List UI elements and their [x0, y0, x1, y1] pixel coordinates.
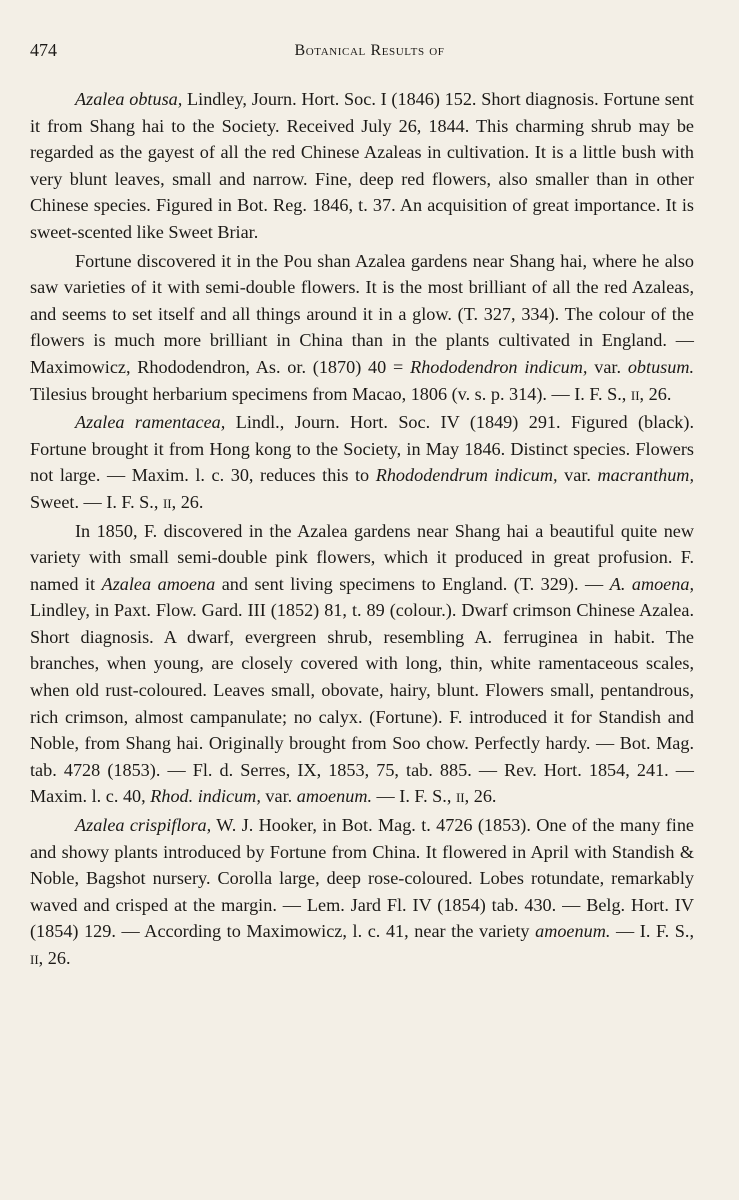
species-name: Azalea crispiflora, [75, 815, 212, 836]
variety-name: amoenum. [535, 921, 611, 942]
species-name: Azalea obtusa, [75, 89, 183, 109]
text-run: — I. F. S., [372, 786, 456, 807]
paragraph-azalea-ramentacea [30, 409, 694, 515]
roman-numeral: ii [30, 948, 39, 968]
species-name: Rhododendrum indicum, [375, 465, 558, 486]
body-text [30, 86, 694, 972]
paragraph-azalea-obtusa [30, 86, 694, 246]
text-run: , 26. [38, 948, 71, 968]
paragraph-fortune-discovery [30, 248, 694, 408]
text-run: — I. F. S., [610, 921, 694, 942]
paragraph-azalea-crispiflora [30, 812, 694, 972]
paragraph-azalea-amoena [30, 518, 694, 811]
text-run: Lindley, in Paxt. Flow. Gard. III (1852) 81, t. 89 (colour.). Dwarf crimson Chinese Azalea. Short diagnosis. A dwarf, evergreen shrub, resembling A. ferruginea in habit. The branches, when young, are closely covered with long, thin, white ramentaceous scales, when old rust-coloured. Leaves small, obovate, hairy, blunt. Flowers small, pentandrous, rich crimson, almost campanulate; no calyx. (Fortune). F. introduced it for Standish and Noble, from Shang hai. Originally brought from Soo chow. Perfectly hardy. — Bot. Mag. tab. 4728 (1853). — Fl. d. Serres, IX, 1853, 75, tab. 885. — Rev. Hort. 1854, 241. — Maxim. l. c. 40, [30, 600, 694, 807]
text-run: , 26. [171, 491, 204, 512]
running-head: Botanical Results of [294, 42, 445, 59]
variety-name: obtusum. [627, 356, 695, 377]
species-name: Rhododendron indicum, [410, 356, 588, 377]
species-name: Rhod. indicum, [150, 786, 261, 807]
text-run: , 26. [639, 383, 672, 404]
text-run: Sweet. — I. F. S., [30, 491, 163, 512]
text-run: Lindl., Journ. Hort. Soc. IV (1849) 291. Figured (black). Fortune brought it from Hong kong to the Society, in May 1846. Distinct species. Flowers not large. — Maxim. l. c. 30, reduces this to [30, 412, 695, 486]
text-run: In 1850, F. discovered in the Azalea gardens near Shang hai a beautiful quite new variety with small semi-double pink flowers, which it produced in great profusion. F. named it [30, 520, 694, 594]
roman-numeral: ii [162, 491, 172, 512]
text-run: Fortune discovered it in the Pou shan Azalea gardens near Shang hai, where he also saw varieties of it with semi-double flowers. It is the most brilliant of all the red Azaleas, and seems to set itself and all things around it in a glow. (T. 327, 334). The colour of the flowers is much more brilliant in China than in the plants cultivated in England. — Maximowicz, Rhododendron, As. or. (1870) 40 = [30, 250, 694, 377]
species-name: A. amoena, [609, 573, 694, 594]
variety-name: amoenum. [296, 786, 372, 807]
species-name: Azalea ramentacea, [75, 412, 226, 433]
variety-name: macranthum, [597, 465, 694, 486]
page-number: 474 [30, 40, 57, 60]
roman-numeral: ii [630, 383, 640, 404]
roman-numeral: ii [455, 786, 465, 807]
text-run: var. [557, 465, 598, 486]
text-run: Tilesius brought herbarium specimens from Macao, 1806 (v. s. p. 314). — I. F. S., [30, 383, 631, 404]
text-run: var. [587, 356, 628, 377]
text-run: , 26. [464, 786, 497, 807]
text-run: Lindley, Journ. Hort. Soc. I (1846) 152. Short diagnosis. Fortune sent it from Shang hai to the Society. Received July 26, 1844. This charming shrub may be regarded as the gayest of all the red Chinese Azaleas in cultivation. It is a little bush with very blunt leaves, small and narrow. Fine, deep red flowers, also smaller than in other Chinese species. Figured in Bot. Reg. 1846, t. 37. An acquisition of great importance. It is sweet-scented like Sweet Briar. [30, 89, 694, 242]
text-run: var. [260, 786, 297, 807]
text-run: and sent living specimens to England. (T. 329). — [215, 573, 610, 594]
text-run: W. J. Hooker, in Bot. Mag. t. 4726 (1853). One of the many fine and showy plants introduced by Fortune from China. It flowered in April with Standish & Noble, Bagshot nursery. Corolla large, deep rose-coloured. Lobes rotundate, remarkably waved and crisped at the margin. — Lem. Jard Fl. IV (1854) tab. 430. — Belg. Hort. IV (1854) 129. — According to Maximowicz, l. c. 41, near the variety [30, 815, 694, 942]
species-name: Azalea amoena [101, 573, 216, 594]
page-header [30, 40, 709, 64]
